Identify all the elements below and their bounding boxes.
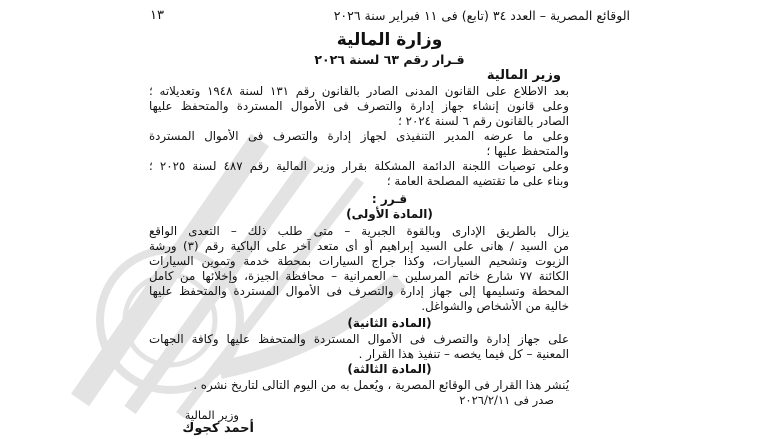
minister-name: أحمد كجوك [182,421,254,436]
article-1-line: المحطة وتسليمها إلى جهاز إدارة والتصرف فى الأموال المستردة والمتحفظ عليها [149,284,569,298]
preamble-line: بعد الاطلاع على القانون المدنى الصادر بالقانون رقم ١٣١ لسنة ١٩٤٨ وتعديلاته ؛ [149,84,569,98]
ministry-title: وزارة المالية [336,30,443,50]
preamble-line: وعلى قانون إنشاء جهاز إدارة والتصرف فى الأموال المستردة والمتحفظ عليها [149,99,569,113]
article-1-line: الكائنة ٧٧ شارع خاتم المرسلين – العمرانية – محافظة الجيزة، وإخلائها من كامل [149,269,569,283]
preamble-line: الصادر بالقانون رقم ٦ لسنة ٢٠٢٤ ؛ [398,114,569,128]
preamble-line: وعلى ما عرضه المدير التنفيذى لجهاز إدارة والتصرف فى الأموال المستردة [149,129,569,143]
signature-title: وزير المالية [184,408,239,422]
article-1-heading: (المادة الأولى) [346,207,433,221]
article-1-line: خالية من الأشخاص والشواغل. [421,299,569,313]
article-2-line: على جهاز إدارة والتصرف فى الأموال المستردة والمتحفظ عليها وكافة الجهات [149,332,569,346]
article-2-heading: (المادة الثانية) [347,316,432,330]
preamble-line: وبناء على ما تقتضيه المصلحة العامة ؛ [386,174,569,188]
article-1-line: الزيوت وتشحيم السيارات، وكذا جراج السيارات بمحطة خدمة وتموين السيارات [149,254,569,268]
article-1-line: من السيد / هانى على السيد إبراهيم أو أى متعد آخر على الباكية رقم (٣) ورشة [149,239,569,253]
article-3-heading: (المادة الثالثة) [347,362,432,376]
article-1-line: يزال بالطريق الإدارى وبالقوة الجبرية – متى طلب ذلك – التعدى الواقع [149,224,569,238]
page-number: ١٣ [150,7,164,23]
article-3-line: يُنشر هذا القرار فى الوقائع المصرية ، ويُعمل به من اليوم التالى لتاريخ نشره . [193,378,569,392]
decided-heading: قـرر : [371,192,408,206]
article-2-line: المعنية – كل فيما يخصه – تنفيذ هذا القرار . [358,347,569,361]
running-header [150,6,630,24]
issue-date: صدر فى ٢٠٢٦/٢/١١ [459,393,554,407]
decree-title: قـرار رقم ٦٣ لسنة ٢٠٢٦ [314,52,465,67]
issuer-heading: وزير المالية [486,68,561,83]
preamble-line: والمتحفظ عليها ؛ [486,144,569,158]
journal-reference: الوقائع المصرية – العدد ٣٤ (تابع) فى ١١ فبراير سنة ٢٠٢٦ [333,7,630,23]
preamble-line: وعلى توصيات اللجنة الدائمة المشكلة بقرار وزير المالية رقم ٤٨٧ لسنة ٢٠٢٥ ؛ [149,159,569,173]
